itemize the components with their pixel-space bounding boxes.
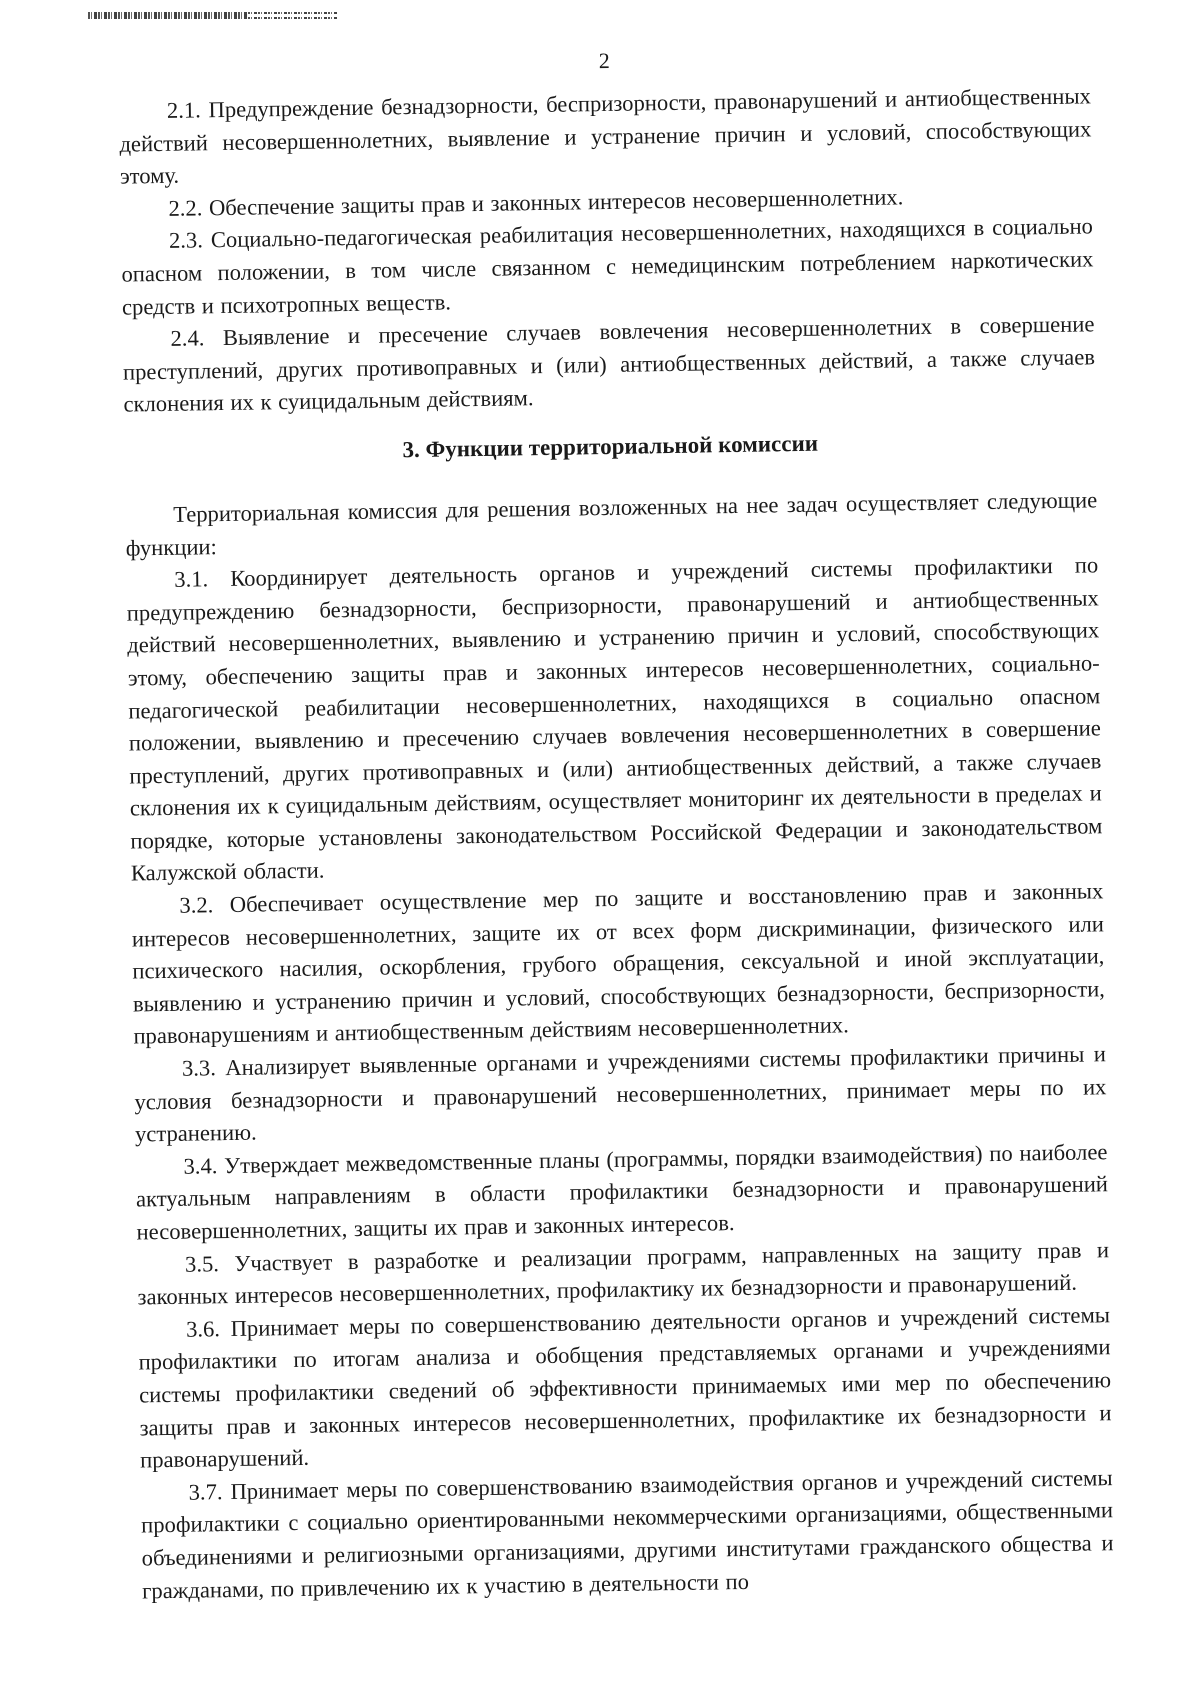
page-number: 2 [598, 47, 610, 74]
clause-2-2: 2.2. Обеспечение защиты прав и законных интересов несовершеннолетних. [168, 184, 904, 221]
clause-3-7: 3.7. Принимает меры по совершенствованию взаимодействия органов и учреждений системы профилактики с социально ориентированными некоммерческими организациями, общественными объединениями и религиозными организациями, другими институтами гражданского общества и гражданами, по привлечению их к участию в деятельности по [140, 1464, 1114, 1603]
scan-artifact-barcode [88, 12, 338, 19]
section-3-intro: Территориальная комиссия для решения возложенных на нее задач осуществляет следующие функции: [125, 487, 1098, 561]
clause-2-3: 2.3. Социально-педагогическая реабилитация несовершеннолетних, находящихся в социально опасном положении, в том числе связанном с немедицинским потреблением наркотических средств и психотропных веществ. [121, 213, 1094, 320]
clause-2-1: 2.1. Предупреждение безнадзорности, беспризорности, правонарушений и антиобщественных действий несовершеннолетних, выявление и устранение причин и условий, способствующих этому. [119, 83, 1092, 189]
section-3-heading: 3. Функции территориальной комиссии [402, 430, 819, 463]
clause-2-4: 2.4. Выявление и пресечение случаев вовлечения несовершеннолетних в совершение преступлений, других противоправных и (или) антиобщественных действий, а также случаев склонения их к суицидальным действиям. [122, 311, 1096, 417]
clause-3-6: 3.6. Принимает меры по совершенствованию деятельности органов и учреждений системы профилактики по итогам анализа и обобщения представляемых органами и учреждениями системы профилактики сведений об эффективности принимаемых ими мер по обеспечению защиты прав и законных интересов несовершеннолетних, профилактике их безнадзорности и правонарушений. [138, 1301, 1112, 1473]
clause-3-3: 3.3. Анализирует выявленные органами и учреждениями системы профилактики причины и условия безнадзорности и правонарушений несовершеннолетних, принимает меры по их устранению. [134, 1041, 1107, 1147]
clause-3-5: 3.5. Участвует в разработке и реализации программ, направленных на защиту прав и законных интересов несовершеннолетних, профилактику их безнадзорности и правонарушений. [137, 1236, 1110, 1310]
document-page [118, 40, 1114, 1607]
clause-3-4: 3.4. Утверждает межведомственные планы (программы, порядки взаимодействия) по наиболее актуальным направлениям в области профилактики безнадзорности и правонарушений несовершеннолетних, защиты их прав и законных интересов. [135, 1139, 1109, 1245]
clause-3-1: 3.1. Координирует деятельность органов и учреждений системы профилактики по предупреждению безнадзорности, беспризорности, правонарушений и антиобщественных действий несовершеннолетних, выявлению и устранению причин и условий, способствующих этому, обеспечению защиты прав и законных интересов несовершеннолетних, социально-педагогической реабилитации несовершеннолетних, находящихся в социально опасном положении, выявлению и пресечению случаев вовлечения несовершеннолетних в совершение преступлений, других противоправных и (или) антиобщественных действий, а также случаев склонения их к суицидальным действиям, осуществляет мониторинг их деятельности в пределах и порядке, которые установлены законодательством Российской Федерации и законодательством Калужской области. [126, 552, 1103, 887]
clause-3-2: 3.2. Обеспечивает осуществление мер по защите и восстановлению прав и законных интересов несовершеннолетних, защите их от всех форм дискриминации, физического или психического насилия, оскорбления, грубого обращения, сексуальной и иной эксплуатации, выявлению и устранению причин и условий, способствующих безнадзорности, беспризорности, правонарушениям и антиобщественным действиям несовершеннолетних. [131, 878, 1106, 1049]
